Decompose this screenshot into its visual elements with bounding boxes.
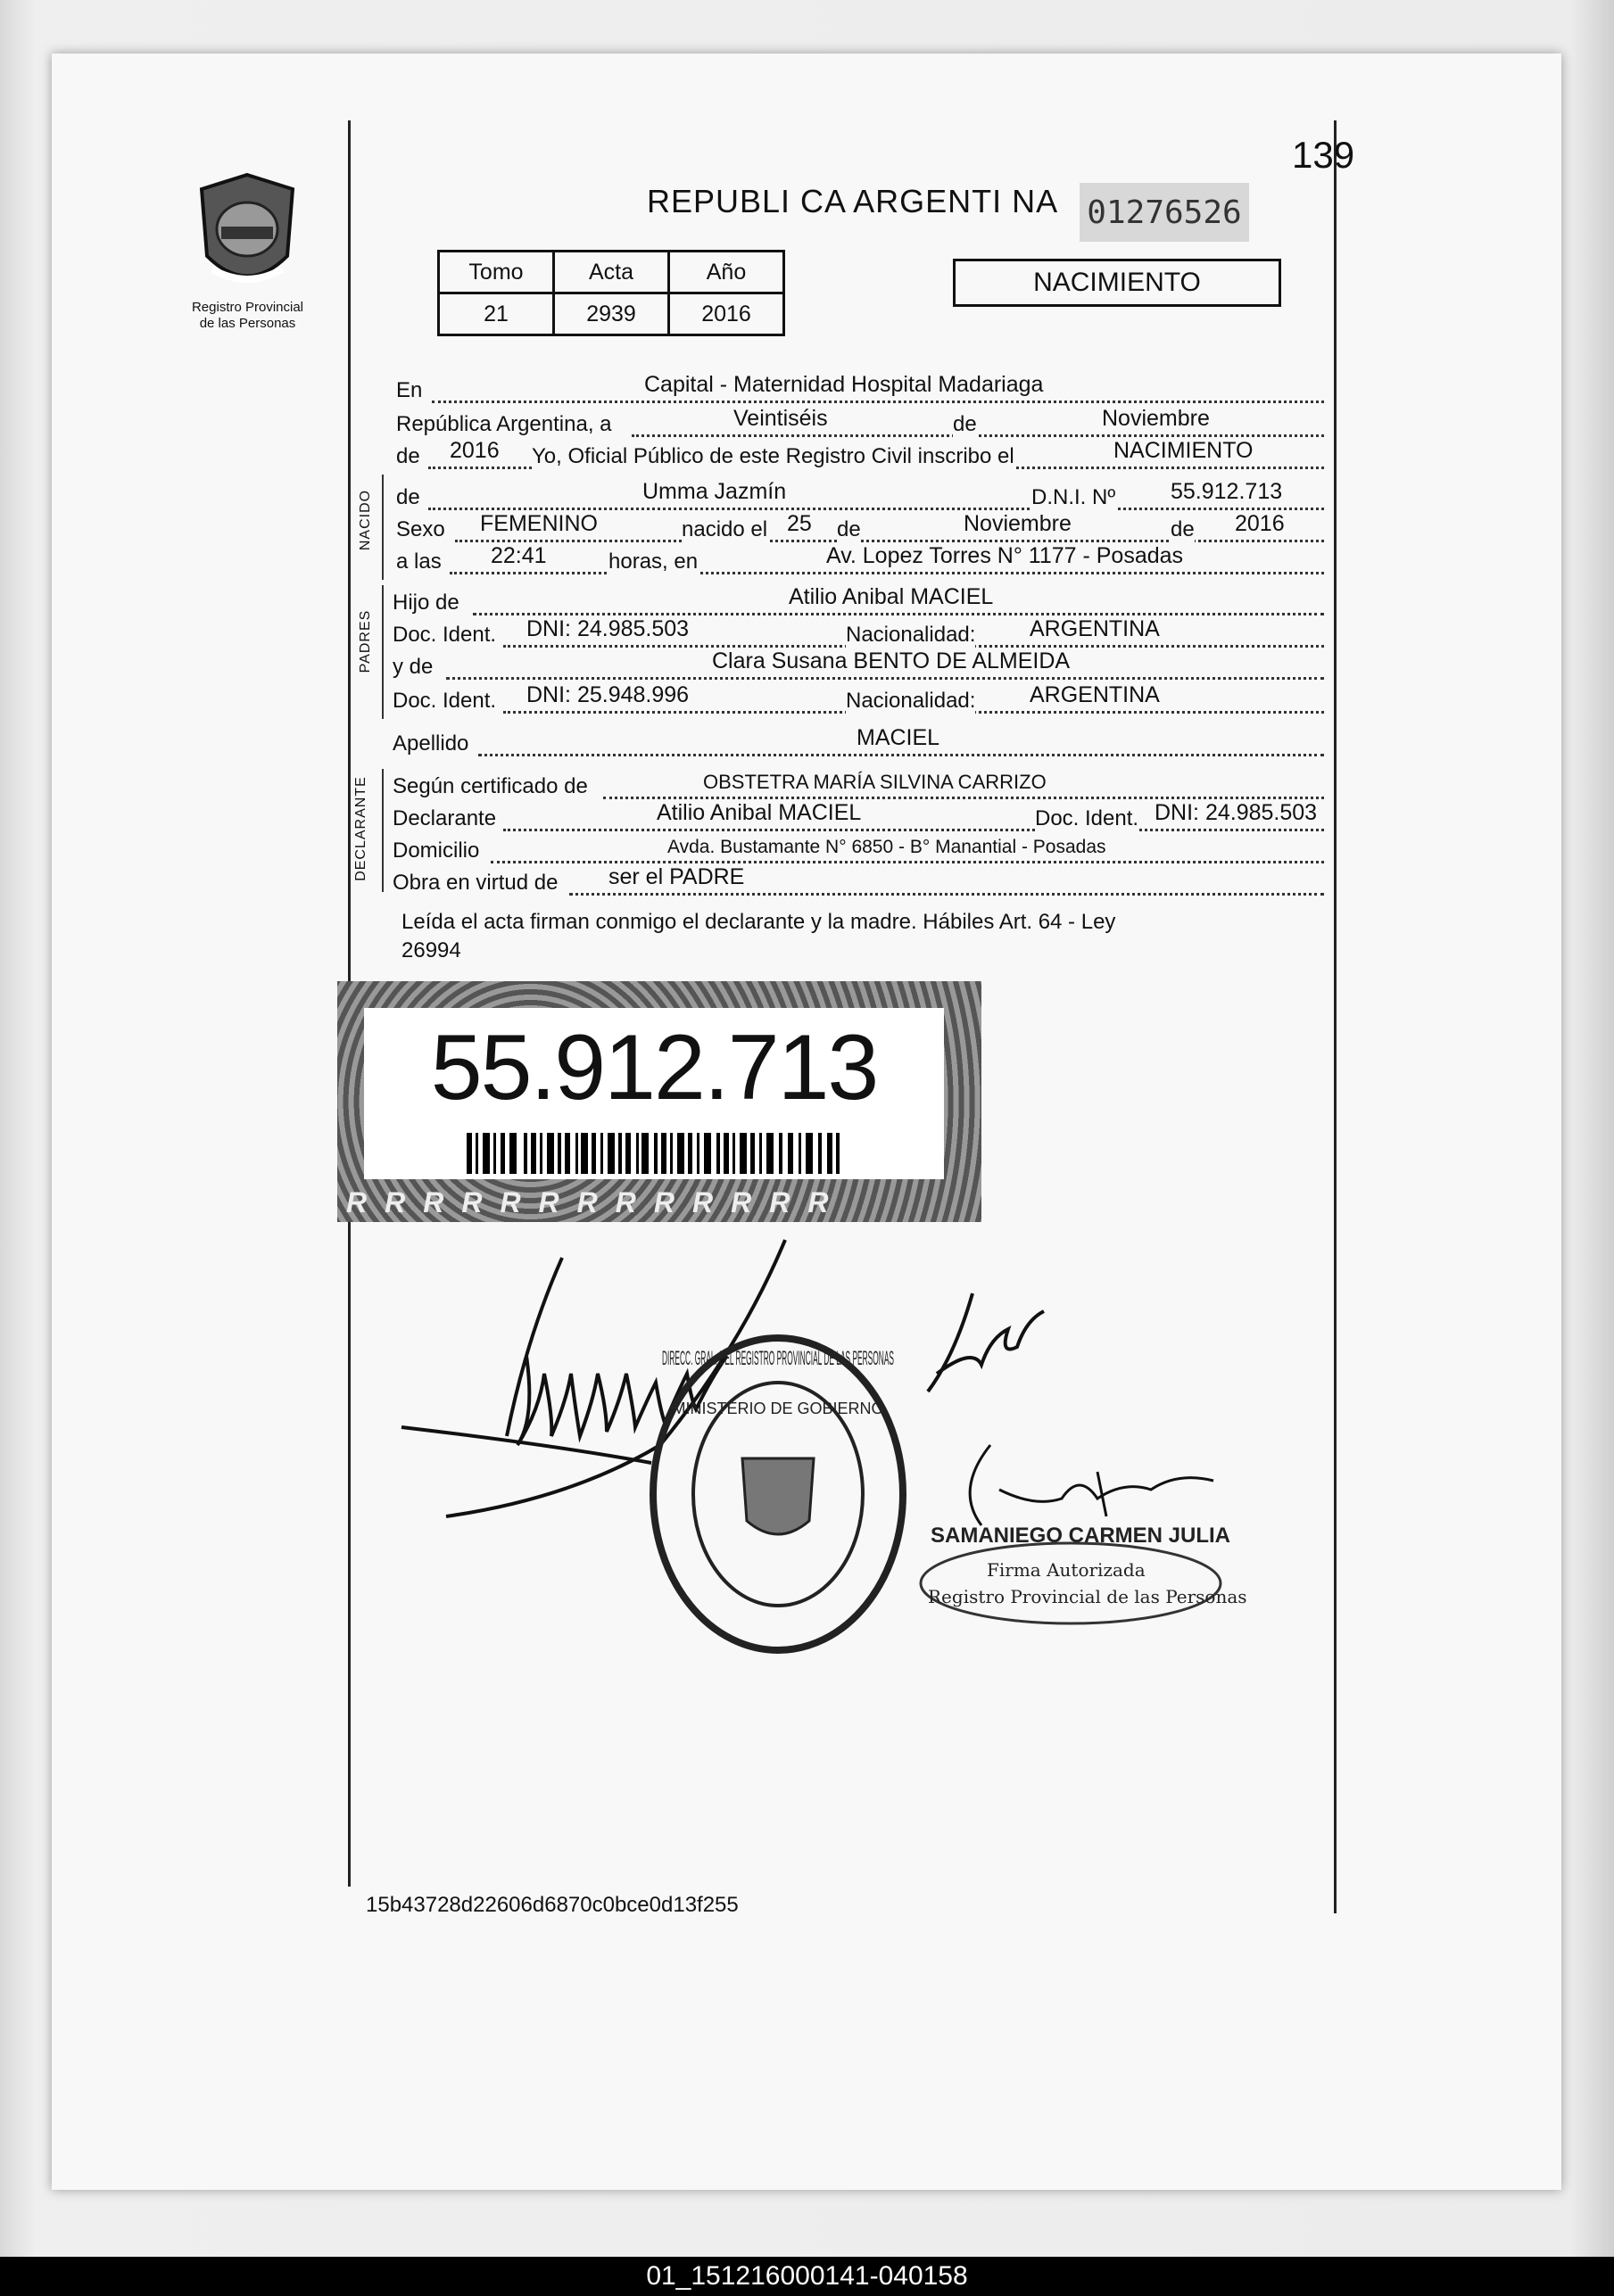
value-mother-name: Clara Susana BENTO DE ALMEIDA [712, 648, 1071, 673]
official-stamp-role: Firma Autorizada [987, 1559, 1146, 1581]
registry-table-value-row [439, 293, 784, 335]
dotted-line [428, 507, 1324, 510]
dotted-line [569, 892, 1324, 896]
dotted-line [603, 796, 1324, 799]
id-number-banner [337, 981, 981, 1222]
closing-statement [401, 908, 1303, 965]
serial-number-stamp: 01276526 [1080, 183, 1249, 242]
label-de: de [953, 412, 977, 436]
label-declarante: Declarante [393, 806, 497, 830]
row-en [393, 373, 1329, 403]
row-obra [393, 865, 1329, 896]
value-day-words: Veintiséis [733, 406, 828, 431]
security-glyph-icon: R [538, 1186, 559, 1218]
dotted-line [432, 400, 1324, 403]
registry-header-acta: Acta [554, 252, 669, 293]
value-act: NACIMIENTO [1113, 438, 1254, 463]
security-glyph-icon: R [615, 1186, 636, 1218]
nacido-bracket [382, 475, 384, 580]
security-glyph-icon: R [691, 1186, 714, 1218]
label-nacido-el: nacido el [682, 517, 768, 541]
registrar-initials-icon [919, 1284, 1053, 1400]
registry-value-acta: 2939 [554, 293, 669, 335]
value-mother-doc: DNI: 25.948.996 [526, 682, 690, 707]
value-father-doc: DNI: 24.985.503 [526, 616, 690, 641]
row-padre-doc [393, 617, 1329, 648]
id-number-panel [364, 1008, 944, 1179]
value-father-name: Atilio Anibal MACIEL [789, 584, 994, 609]
declarante-bracket [382, 769, 384, 892]
value-child-dni: 55.912.713 [1171, 479, 1283, 504]
value-birth-month: Noviembre [964, 511, 1072, 536]
dotted-line [450, 571, 1324, 574]
value-mother-nationality: ARGENTINA [1030, 682, 1160, 707]
label-segun-certificado: Según certificado de [393, 774, 588, 798]
row-nacido-nombre [393, 480, 1329, 510]
dotted-line [632, 434, 1324, 437]
emblem-caption [170, 300, 326, 332]
province-emblem-icon [195, 171, 300, 296]
dotted-line [503, 828, 1324, 831]
act-type-box: NACIMIENTO [953, 259, 1281, 307]
registry-table-header-row [439, 252, 784, 293]
row-declarante [393, 801, 1329, 831]
label-apellido: Apellido [393, 731, 469, 756]
label-de2: de [396, 444, 420, 468]
value-surname: MACIEL [857, 725, 940, 750]
value-birth-year: 2016 [1235, 511, 1285, 536]
emblem-caption-line1: Registro Provincial [191, 300, 304, 315]
dotted-line [446, 676, 1324, 680]
value-birth-day: 25 [787, 511, 812, 536]
row-nacido-hora [393, 544, 1329, 574]
section-label-nacido: NACIDO [358, 489, 373, 551]
value-relationship: ser el PADRE [608, 864, 745, 889]
row-nacido-sexo [393, 512, 1329, 542]
label-y-de: y de [393, 655, 434, 679]
label-sexo: Sexo [396, 517, 445, 541]
padres-bracket [382, 585, 384, 719]
section-label-declarante: DECLARANTE [353, 776, 368, 881]
value-year: 2016 [450, 438, 500, 463]
value-father-nationality: ARGENTINA [1030, 616, 1160, 641]
security-glyph-icon: R [576, 1186, 598, 1218]
value-sex: FEMENINO [480, 511, 598, 536]
page-number: 139 [1292, 134, 1355, 176]
dotted-line [491, 860, 1324, 863]
row-domicilio [393, 833, 1329, 863]
row-republica [393, 407, 1329, 437]
label-hijo-de: Hijo de [393, 591, 459, 615]
official-stamp-name: SAMANIEGO CARMEN JULIA [931, 1524, 1231, 1548]
row-padre [393, 585, 1329, 615]
seal-outer-text: DIRECC. GRAL. DEL REGISTRO PROVINCIAL DE LAS PERSONAS [662, 1347, 894, 1369]
label-nacionalidad: Nacionalidad: [846, 689, 976, 713]
label-en: En [396, 378, 423, 402]
row-madre [393, 649, 1329, 680]
row-apellido [393, 726, 1329, 756]
section-label-padres: PADRES [358, 609, 373, 673]
security-pattern-row [337, 1186, 981, 1222]
document-title: REPUBLI CA ARGENTI NA [647, 183, 1059, 219]
label-de: de [1171, 517, 1195, 541]
label-horas-en: horas, en [608, 549, 699, 574]
security-glyph-icon: R [731, 1186, 752, 1218]
value-declarant-doc: DNI: 24.985.503 [1155, 800, 1318, 825]
seal-inner-text: MINISTERIO DE GOBIERNO [672, 1400, 884, 1417]
registry-header-anio: Año [669, 252, 784, 293]
value-address: Avda. Bustamante N° 6850 - B° Manantial - Posadas [667, 837, 1106, 857]
registry-header-tomo: Tomo [439, 252, 554, 293]
closing-line-1: Leída el acta firman conmigo el declarante y la madre. Hábiles Art. 64 - Ley [401, 910, 1116, 934]
label-republica: República Argentina, a [396, 412, 612, 436]
security-glyph-icon: R [385, 1186, 406, 1218]
label-domicilio: Domicilio [393, 838, 480, 863]
label-obra-en-virtud: Obra en virtud de [393, 871, 559, 895]
label-de: de [837, 517, 861, 541]
security-glyph-icon: R [653, 1186, 675, 1218]
document-hash: 15b43728d22606d6870c0bce0d13f255 [366, 1893, 739, 1917]
security-glyph-icon: R [500, 1186, 521, 1218]
official-stamp-registry: Registro Provincial de las Personas [928, 1586, 1247, 1607]
label-yo: Yo, Oficial Público de este Registro Civil inscribo el [532, 444, 1014, 468]
value-birth-place: Av. Lopez Torres N° 1177 - Posadas [826, 543, 1184, 568]
label-nacionalidad: Nacionalidad: [846, 623, 976, 647]
registry-value-anio: 2016 [669, 293, 784, 335]
dotted-line [478, 753, 1324, 756]
label-doc-ident: Doc. Ident. [1035, 806, 1139, 830]
value-month: Noviembre [1102, 406, 1210, 431]
value-declarant-name: Atilio Anibal MACIEL [657, 800, 862, 825]
security-glyph-icon: R [423, 1186, 444, 1218]
row-certificado [393, 769, 1329, 799]
label-doc-ident: Doc. Ident. [393, 689, 497, 713]
label-de: de [396, 485, 420, 509]
registry-table [437, 250, 785, 336]
official-seal-icon [644, 1329, 912, 1659]
label-dni: D.N.I. Nº [1031, 485, 1116, 509]
barcode-icon [467, 1133, 841, 1174]
value-place: Capital - Maternidad Hospital Madariaga [644, 372, 1044, 397]
value-birth-time: 22:41 [491, 543, 547, 568]
id-number: 55.912.713 [430, 1016, 878, 1119]
value-child-name: Umma Jazmín [642, 479, 787, 504]
closing-line-2: 26994 [401, 938, 461, 962]
security-glyph-icon: R [346, 1186, 368, 1218]
footer-file-id: 01_151216000141-040158 [0, 2257, 1614, 2296]
row-madre-doc [393, 683, 1329, 714]
security-glyph-icon: R [461, 1186, 483, 1218]
registry-value-tomo: 21 [439, 293, 554, 335]
label-doc-ident: Doc. Ident. [393, 623, 497, 647]
right-margin-rule [1334, 120, 1337, 1913]
row-yo [393, 439, 1329, 469]
security-glyph-icon: R [769, 1186, 790, 1218]
dotted-line [473, 612, 1324, 615]
security-glyph-icon: R [807, 1186, 829, 1218]
label-a-las: a las [396, 549, 442, 574]
emblem-caption-line2: de las Personas [199, 316, 296, 331]
value-certificate: OBSTETRA MARÍA SILVINA CARRIZO [703, 771, 1047, 793]
